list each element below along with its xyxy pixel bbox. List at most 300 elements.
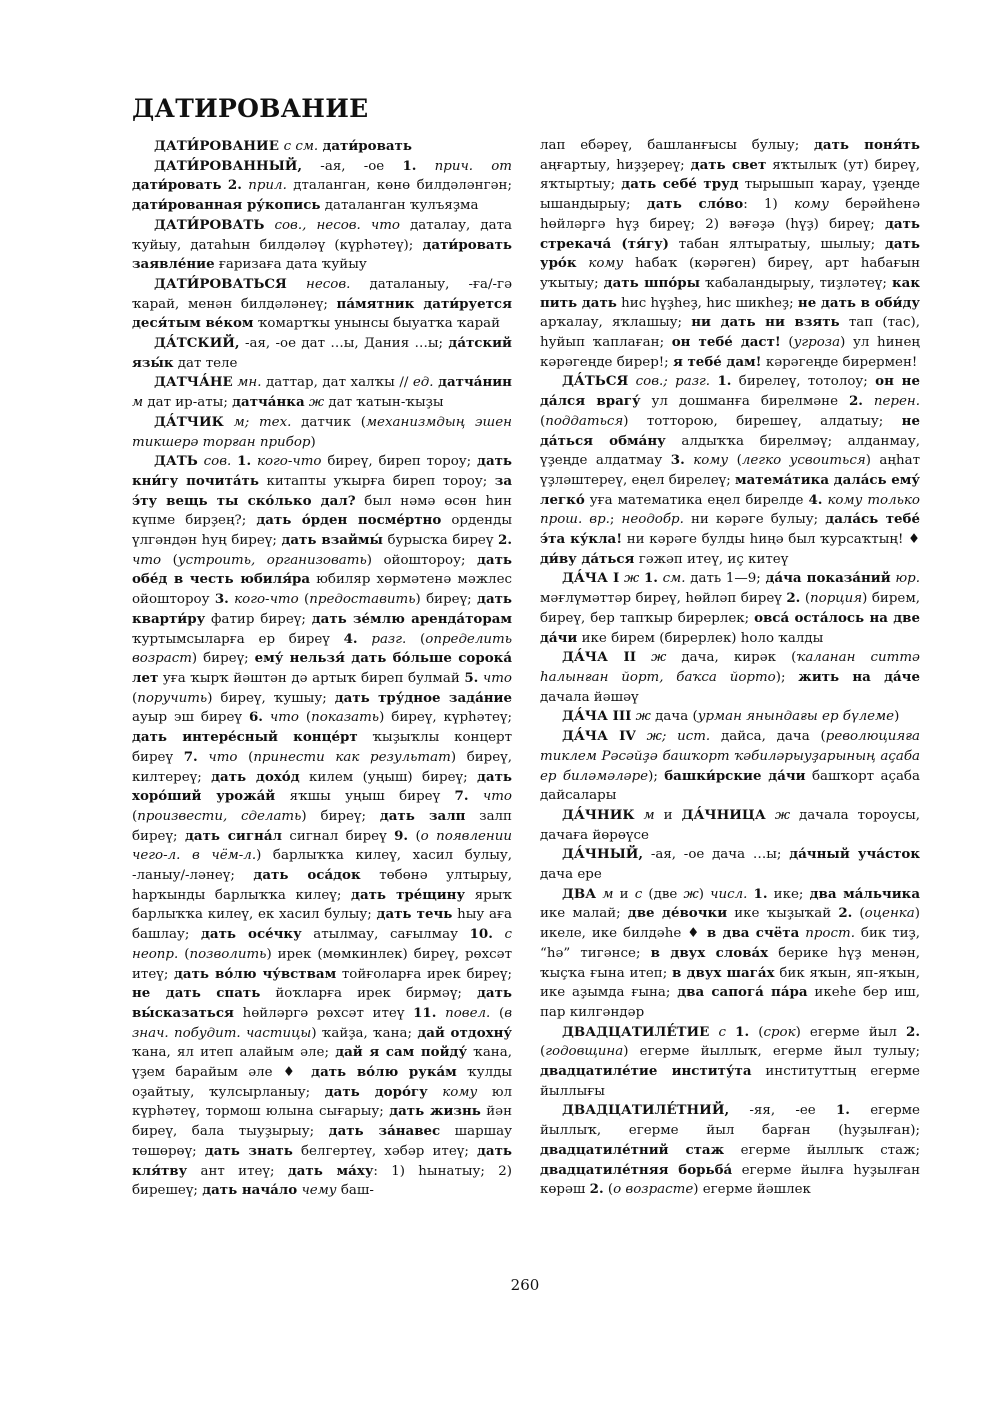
entry-text: ул дошманға бирелмәне: [640, 394, 849, 410]
entry-text: ) биреү;: [301, 808, 380, 824]
entry-text: ) егерме йыллыҡ, егерме йыл тулыу;: [623, 1044, 920, 1060]
dictionary-entry: [132, 334, 512, 373]
entry-label: ж: [651, 650, 667, 666]
entry-phrase: два сапога́ па́ра: [677, 984, 808, 1001]
entry-text: дайса, дача (: [710, 729, 826, 745]
entry-headword: ДА́ЧНИЦА: [681, 806, 766, 823]
dictionary-entry: [132, 216, 512, 275]
entry-headword: ДА́ТСКИЙ,: [154, 335, 240, 352]
entry-phrase: дать осе́чку: [201, 926, 302, 943]
entry-text: ярыҡ барлыҡҡа килеү, ек хасил булыу;: [132, 887, 512, 923]
sense-number: 2.: [786, 590, 801, 607]
entry-phrase: дать поня́ть: [814, 137, 920, 153]
entry-label: числ.: [710, 886, 748, 902]
entry-label: ж: [624, 571, 640, 587]
entry-phrase: жить на да́че: [798, 668, 920, 685]
entry-label: механизмдың эшен тикшерә торған прибор: [132, 414, 512, 450]
entry-text: (: [540, 413, 546, 429]
entry-text: бик тиҙ, “һә” тигәнсе;: [540, 926, 920, 961]
entry-phrase: матема́тика дала́сь ему́ легко́: [540, 471, 921, 508]
entry-label: ҡаланан ситтә һалынған йорт, баҡса йорто: [540, 650, 920, 685]
entry-label: произвести, сделать: [137, 808, 302, 824]
entry-text: ) егерме йәшлек: [693, 1182, 811, 1198]
entry-label: прил.: [248, 178, 287, 194]
entry-text: и: [613, 886, 635, 902]
page-number: 260: [510, 1276, 540, 1294]
sense-number: 7.: [454, 788, 469, 805]
entry-label: ж: [308, 395, 325, 411]
entry-phrase: дала́сь тебе́ э́та ку́кла!: [540, 511, 920, 548]
entry-text: ) биреү, ҡушыу;: [207, 690, 335, 706]
entry-label: ж; ист.: [646, 729, 711, 745]
entry-label: м; тех.: [233, 414, 292, 430]
entry-label: м: [602, 886, 614, 902]
entry-text: даталаныу, -ға/-гә ҡарай, менән билдәләнеү;: [132, 276, 512, 312]
entry-text: : 1) һынатыу; 2) бирешеү;: [132, 1163, 512, 1199]
entry-label: перен.: [873, 394, 920, 410]
entry-text: ) ойоштороу;: [366, 552, 477, 568]
entry-label: см.: [662, 571, 686, 587]
entry-label: разг.: [371, 631, 407, 647]
entry-text: егерме йылға һуҙылған көрәш: [540, 1162, 920, 1198]
entry-text: ) аңһат үҙләштереү, еңел бирелеү;: [540, 453, 920, 488]
entry-text: дат ҡатын-ҡыҙы: [324, 395, 444, 411]
entry-text: [636, 729, 647, 744]
sense-number: 2.: [498, 532, 512, 549]
entry-label: кому: [693, 453, 729, 469]
entry-text: [416, 159, 434, 174]
entry-text: [428, 1085, 443, 1100]
entry-label: неодобр.: [621, 512, 684, 528]
entry-text: [469, 789, 483, 804]
entry-text: ҡомартҡы унынсы быуатҡа ҡарай: [253, 316, 501, 332]
entry-headword: ДА́ТЬСЯ: [562, 373, 629, 390]
entry-text: йән биреү, бала тыуҙырыу;: [132, 1104, 513, 1140]
entry-label: кому: [794, 197, 829, 213]
entry-text: дача, кирәк (: [666, 650, 797, 666]
sense-number: 1.: [643, 570, 658, 587]
entry-text: уға ҡырҡ йәштән дә артыҡ биреп булмай: [158, 670, 465, 686]
entry-phrase: дай отдохну́: [417, 1024, 512, 1041]
sense-number: 3.: [214, 591, 229, 608]
entry-label: показать: [311, 710, 380, 726]
entry-phrase: двадцатиле́тний стаж: [540, 1141, 725, 1158]
entry-text: ;: [609, 512, 622, 528]
entry-text: [287, 277, 306, 292]
entry-text: дталанган, көнө билдәләнгән;: [286, 178, 512, 194]
entry-label: угроза: [793, 335, 841, 351]
entry-text: (: [237, 749, 254, 765]
entry-label: что: [208, 749, 238, 765]
entry-text: [635, 808, 644, 823]
entry-text: ) биреү;: [415, 592, 478, 608]
entry-text: даталанган ҡулъяҙма: [320, 198, 479, 214]
entry-label: ж: [635, 709, 651, 725]
entry-text: (: [603, 1182, 614, 1198]
entry-phrase: двадцатиле́тие институ́та: [540, 1063, 752, 1080]
entry-label: устроить, организовать: [177, 552, 367, 568]
entry-text: яҡшы уңыш биреү: [275, 789, 455, 805]
entry-text: ) бирем, биреү, бер тапҡыр бирерлек;: [540, 591, 921, 626]
entry-text: шаршау төшөрөү;: [132, 1124, 512, 1159]
entry-text: бик яҡын, яп-яҡын, ике аҙымда ғына;: [540, 965, 920, 1001]
entry-text: дачала тороусы, дачаға йөрөүсе: [540, 807, 920, 843]
entry-phrase: дать течь: [376, 906, 453, 923]
entry-phrase: ему́ нельзя́ дать бо́льше сорока́ лет: [132, 650, 512, 686]
entry-text: ҡулды оҙайтыу, ҡулсырланыу;: [132, 1065, 512, 1100]
entry-headword: ДА́ТЧИК: [154, 413, 224, 430]
entry-text: даталау, дата ҡуйыу, датаһын билдәләү (күрһәтеү);: [132, 217, 513, 253]
entry-label: срок: [763, 1024, 796, 1040]
entry-text: яҡтылыҡ (ут) биреү, яҡтыртыу;: [540, 157, 920, 193]
entry-text: табан ялтыратыу, шылыу;: [669, 236, 885, 252]
entry-label: о появлении чего-л. в чём-л.: [132, 828, 512, 864]
entry-text: ) ул һинең кәрәгеңде бирер!;: [540, 335, 920, 370]
entry-phrase: как пить дать: [540, 274, 920, 311]
sense-number: 7.: [183, 748, 198, 765]
entry-phrase: дати́ровать: [322, 138, 412, 154]
entry-text: ) ирек (мөмкинлек) биреү, рөхсәт итеү;: [132, 946, 512, 982]
entry-text: ): [310, 434, 316, 450]
entry-phrase: дать кварти́ру: [132, 591, 513, 627]
entry-label: м: [643, 807, 655, 823]
entry-phrase: ди́ву да́ться: [540, 550, 635, 567]
entry-headword: ДА́ЧНИК: [562, 806, 635, 823]
entry-label: что: [482, 789, 512, 805]
entry-label: ж: [774, 807, 791, 823]
dictionary-entry: [540, 1023, 920, 1102]
entry-text: (: [540, 1044, 546, 1060]
entry-phrase: не дать спать: [132, 985, 261, 1002]
entry-text: (: [132, 690, 138, 706]
entry-text: алдыҡҡа бирелмәү; алданмау, үҙеңде алдатмау: [540, 433, 920, 469]
entry-phrase: овса́ оста́лось на две да́чи: [540, 609, 921, 646]
entry-phrase: дати́рованная ру́копись: [132, 197, 321, 214]
entry-text: ҡана, үҙем барайым әле ♦: [132, 1045, 512, 1081]
entry-label: определить возраст: [132, 631, 512, 667]
entry-phrase: в двух шага́х: [672, 964, 775, 981]
entry-phrase: башки́рские да́чи: [664, 767, 806, 784]
entry-text: ): [698, 886, 711, 902]
entry-text: ): [894, 709, 900, 725]
entry-label: что: [132, 552, 162, 568]
entry-text: кәрәгеңде бирермен!: [761, 354, 918, 370]
entry-label: легко усвоиться: [741, 453, 866, 469]
entry-phrase: па́мятник дати́руется деся́тым ве́ком: [132, 295, 512, 332]
entry-label: юр.: [895, 571, 920, 587]
entry-phrase: дать вы́сказаться: [132, 985, 512, 1021]
entry-text: -яя, -ее: [729, 1103, 836, 1119]
entry-phrase: дати́ровать заявле́ние: [132, 236, 512, 273]
entry-phrase: да́ча показа́ний: [765, 570, 891, 587]
page-running-header: ДАТИРОВАНИЕ: [132, 94, 369, 123]
entry-text: ) тотторою, бирешеү, алдатыу;: [623, 413, 902, 429]
entry-phrase: за э́ту вещь ты ско́лько дал?: [132, 472, 513, 509]
entry-label: прост.: [805, 926, 855, 942]
dictionary-entry: [540, 885, 920, 1023]
entry-text: һабаҡ (кәрәген) биреү, арт һабағын уҡытыу;: [540, 256, 920, 291]
dictionary-entry: [132, 413, 512, 452]
dictionary-entry: [540, 806, 920, 845]
entry-phrase: дать сигна́л: [184, 827, 282, 844]
entry-text: дача ере: [540, 867, 602, 883]
entry-label: урман янындағы ер бүлеме: [697, 709, 895, 725]
entry-label: сов.: [203, 454, 232, 470]
entry-text: һөйләргә рөхсәт итеү: [233, 1005, 414, 1021]
sense-number: 2.: [906, 1023, 921, 1040]
entry-text: дат ир-аты;: [143, 395, 233, 411]
entry-text: ике бирем (бирерлек) һоло ҡалды: [577, 630, 824, 646]
entry-text: (: [132, 808, 138, 824]
entry-text: лап ебәреү, башланғысы булыу;: [540, 138, 814, 153]
entry-phrase: не да́ться обма́ну: [540, 412, 920, 449]
entry-text: һыу аға башлау;: [132, 907, 513, 943]
sense-number: 11.: [413, 1004, 437, 1021]
right-column: [540, 136, 920, 1200]
entry-label: повел.: [445, 1005, 491, 1021]
entry-label: кому только прош. вр.: [540, 492, 920, 528]
entry-phrase: в два счёта: [706, 925, 800, 942]
entry-text: (: [780, 335, 794, 351]
entry-text: дать 1—9;: [685, 571, 766, 587]
entry-phrase: дать тру́дное зада́ние: [334, 689, 513, 706]
entry-label: ед.: [412, 375, 434, 391]
entry-phrase: да́чный уча́сток: [789, 846, 920, 863]
entry-text: тойғоларға ирек биреү;: [336, 966, 513, 982]
entry-text: -ая, -ое дача …ы;: [643, 847, 790, 863]
entry-text: [577, 256, 589, 271]
entry-label: м: [132, 395, 144, 411]
entry-phrase: ни дать ни взять: [691, 314, 840, 331]
entry-label: позволить: [189, 946, 267, 962]
entry-phrase: в двух слова́х: [650, 944, 769, 961]
entry-text: [863, 394, 874, 409]
entry-phrase: дать стрекача́ (тя́гу): [540, 215, 920, 252]
entry-text: (: [408, 828, 421, 844]
sense-number: 2.: [589, 1181, 604, 1198]
entry-text: мәғлүмәттәр биреү, һөйләп биреү: [540, 591, 787, 607]
sense-number: 5.: [464, 669, 479, 686]
entry-text: гәжәп итеү, иҫ китеү: [634, 551, 789, 567]
entry-label: мн.: [237, 375, 262, 391]
entry-text: [628, 374, 635, 389]
entry-text: (две: [642, 886, 684, 902]
entry-label: сов., несов. что: [274, 217, 400, 233]
entry-text: ҡабаландырыу, тиҙләтеү;: [700, 275, 892, 291]
dictionary-entry: [540, 569, 920, 648]
entry-label: поддаться: [545, 413, 624, 429]
entry-phrase: он не да́лся врагу́: [540, 373, 921, 410]
entry-phrase: дать сло́во: [646, 196, 744, 213]
entry-text: берәйһенә һөйләргә һүҙ биреү; 2) вәғәҙә (һүҙ) биреү;: [540, 197, 920, 232]
sense-number: 9.: [394, 827, 409, 844]
entry-text: даттар, дат халҡы //: [261, 375, 413, 391]
entry-label: кого-что: [256, 454, 322, 470]
sense-number: 1.: [717, 373, 732, 390]
left-column: [132, 137, 512, 1201]
entry-text: арҡалау, яҡлашыу;: [540, 315, 692, 331]
entry-headword: ДАТЧА́НЕ: [154, 374, 233, 391]
entry-text: орденды үлгәндән һуң биреү;: [132, 513, 512, 549]
entry-headword: ДА́ЧНЫЙ,: [562, 846, 644, 863]
sense-number: 1.: [753, 885, 768, 902]
entry-phrase: дать ма́ху: [287, 1162, 374, 1179]
entry-label: о возрасте: [613, 1182, 694, 1198]
entry-text: ни кәрәге булды һиңә был ҡурсаҡтың! ♦: [622, 532, 920, 548]
entry-headword: ДВАДЦАТИЛЕ́ТНИЙ,: [562, 1102, 730, 1119]
entry-text: ) икеле, ике билдәһе ♦: [540, 906, 921, 942]
entry-text: ике ҡыҙыҡай: [727, 906, 839, 922]
entry-headword: ДАТИ́РОВАННЫЙ,: [154, 157, 303, 174]
entry-headword: ДА́ЧА I: [562, 570, 620, 587]
entry-text: был нәмә өсөн һин күпме бирҙең?;: [132, 493, 512, 529]
entry-phrase: два ма́льчика: [809, 885, 920, 902]
entry-label: чему: [301, 1183, 337, 1199]
sense-number: 2.: [227, 177, 242, 194]
entry-text: килем (уңыш) биреү;: [299, 769, 477, 785]
entry-text: икеһе бер иш, пар килгәндәр: [540, 985, 920, 1020]
entry-label: с см.: [283, 139, 319, 154]
entry-headword: ДВАДЦАТИЛЕ́ТИЕ: [562, 1023, 710, 1040]
entry-headword: ДА́ЧА II: [562, 649, 636, 666]
entry-text: -ая, -ое дат …ы, Дания …ы;: [239, 336, 449, 352]
entry-label: с: [634, 886, 643, 902]
dictionary-entry: [132, 137, 512, 157]
entry-phrase: дать нача́ло: [202, 1182, 298, 1199]
entry-text: );: [775, 669, 799, 685]
entry-text: (: [298, 592, 310, 608]
entry-text: (: [406, 631, 426, 647]
entry-phrase: я тебе́ дам!: [672, 353, 762, 370]
dictionary-entry: [132, 157, 512, 216]
dictionary-entry: [132, 452, 512, 1201]
entry-text: ике малай;: [540, 906, 628, 922]
dictionary-entry: [540, 845, 920, 884]
entry-headword: ДАТЬ: [154, 453, 198, 470]
entry-label: порция: [810, 591, 863, 607]
dictionary-entry: [132, 373, 512, 412]
entry-phrase: дать доро́гу: [324, 1083, 428, 1100]
entry-text: [198, 750, 209, 765]
entry-phrase: дати́ровать: [132, 177, 222, 194]
sense-number: 1.: [835, 1102, 850, 1119]
entry-headword: ДА́ЧА III: [562, 708, 632, 725]
entry-phrase: не дать в оби́ду: [797, 294, 921, 311]
entry-headword: ДВА: [562, 885, 597, 902]
entry-text: [636, 650, 651, 665]
entry-text: (: [161, 552, 178, 568]
dictionary-entry: [540, 648, 920, 707]
entry-text: институттың егерме йыллығы: [540, 1064, 920, 1099]
sense-number: 6.: [248, 709, 263, 726]
entry-headword: ДАТИ́РОВАТЬ: [154, 216, 265, 233]
entry-phrase: дать обе́д в честь юбиля́ра: [132, 551, 512, 588]
entry-label: кому: [588, 256, 624, 272]
entry-text: дачала йәшәү: [540, 689, 639, 705]
entry-phrase: дать хоро́ший урожа́й: [132, 768, 512, 805]
entry-text: бирелеү, тотолоу;: [731, 374, 876, 390]
entry-text: [224, 415, 234, 430]
entry-phrase: дать жизнь: [389, 1103, 481, 1120]
entry-headword: ДАТИ́РОВАНИЕ: [154, 138, 284, 154]
dictionary-entry: [540, 707, 920, 727]
entry-text: тырышып ҡарау, үҙеңде ышандырыу;: [540, 177, 920, 213]
entry-text: [726, 1025, 735, 1040]
entry-text: дат теле: [173, 355, 238, 371]
entry-text: фатир биреү;: [205, 611, 312, 627]
entry-text: и: [654, 807, 682, 823]
entry-text: дача (: [650, 709, 698, 725]
entry-label: сов.; разг.: [635, 374, 711, 390]
entry-phrase: дать свет: [690, 156, 767, 173]
entry-text: бурысҡа биреү: [382, 533, 499, 549]
entry-text: белгертеү, хәбәр итеү;: [292, 1143, 477, 1159]
entry-label: ж: [683, 886, 699, 902]
entry-text: уға математика еңел бирелде: [584, 492, 809, 508]
entry-label: с неопр.: [132, 927, 512, 962]
entry-text: төбөнә ултырыу, һарҡынды барлыҡҡа килеү;: [132, 868, 512, 903]
entry-label: оценка: [864, 906, 915, 922]
dictionary-entry: [132, 275, 512, 334]
entry-label: что: [269, 710, 299, 726]
entry-text: ) биреү, күрһәтеү;: [379, 710, 512, 726]
entry-text: ) егерме йыл: [795, 1024, 907, 1040]
entry-phrase: дать интере́сный конце́рт: [132, 729, 358, 746]
entry-phrase: дать уро́к: [540, 235, 920, 272]
entry-text: (: [298, 710, 312, 726]
entry-text: [436, 1006, 445, 1021]
entry-text: йоҡларға ирек бирмәү;: [260, 986, 477, 1002]
sense-number: 1.: [735, 1023, 750, 1040]
entry-text: һис һүҙһеҙ, һис шикһеҙ;: [616, 295, 798, 311]
entry-text: [685, 453, 693, 468]
entry-label: прич. от: [434, 158, 512, 174]
entry-label: кому: [442, 1084, 478, 1100]
entry-text: [766, 808, 775, 823]
entry-text: (: [852, 906, 865, 922]
sense-number: 10.: [469, 926, 493, 943]
entry-text: егерме йыллыҡ стаж;: [724, 1142, 920, 1158]
entry-phrase: дать оса́док: [253, 867, 361, 884]
entry-text: ) барлыҡҡа килеү, хасил булыу, -ланыу/-ләнеү;: [132, 848, 512, 884]
entry-phrase: дать о́рден посме́ртно: [256, 512, 442, 529]
entry-text: ) ҡайҙа, ҡана;: [311, 1025, 418, 1041]
entry-text: (: [728, 453, 742, 469]
entry-text: (: [490, 1005, 505, 1021]
entry-phrase: дать шпо́ры: [603, 274, 701, 291]
entry-text: башҡорт аҫаба дайсалары: [540, 768, 920, 804]
entry-text: юбиляр хөрмәтенә мәжлес ойоштороу: [132, 572, 512, 608]
entry-text: ауыр эш биреү: [132, 710, 249, 726]
entry-text: залп биреү;: [132, 808, 512, 844]
entry-text: егерме йыллыҡ, егерме йыл барған (һуҙылған);: [540, 1103, 920, 1139]
entry-label: предоставить: [309, 592, 416, 608]
entry-text: юл күрһәтеү, тормош юлына сығарыу;: [132, 1084, 513, 1120]
entry-text: [264, 218, 274, 233]
entry-text: ҡана, ял итеп алайым әле;: [132, 1045, 336, 1061]
entry-text: ) биреү;: [191, 651, 255, 667]
sense-number: 4.: [808, 491, 823, 508]
entry-label: с: [718, 1024, 726, 1040]
entry-text: баш-: [336, 1183, 374, 1199]
entry-phrase: дать во́лю чу́вствам: [173, 965, 337, 982]
entry-text: ҡыҙыҡлы концерт биреү: [132, 730, 512, 765]
entry-phrase: датча́нка: [232, 394, 305, 411]
entry-phrase: датча́нин: [438, 374, 512, 391]
entry-label: что: [482, 670, 512, 686]
dictionary-entry: [540, 1101, 920, 1200]
entry-label: кого-что: [234, 592, 299, 608]
